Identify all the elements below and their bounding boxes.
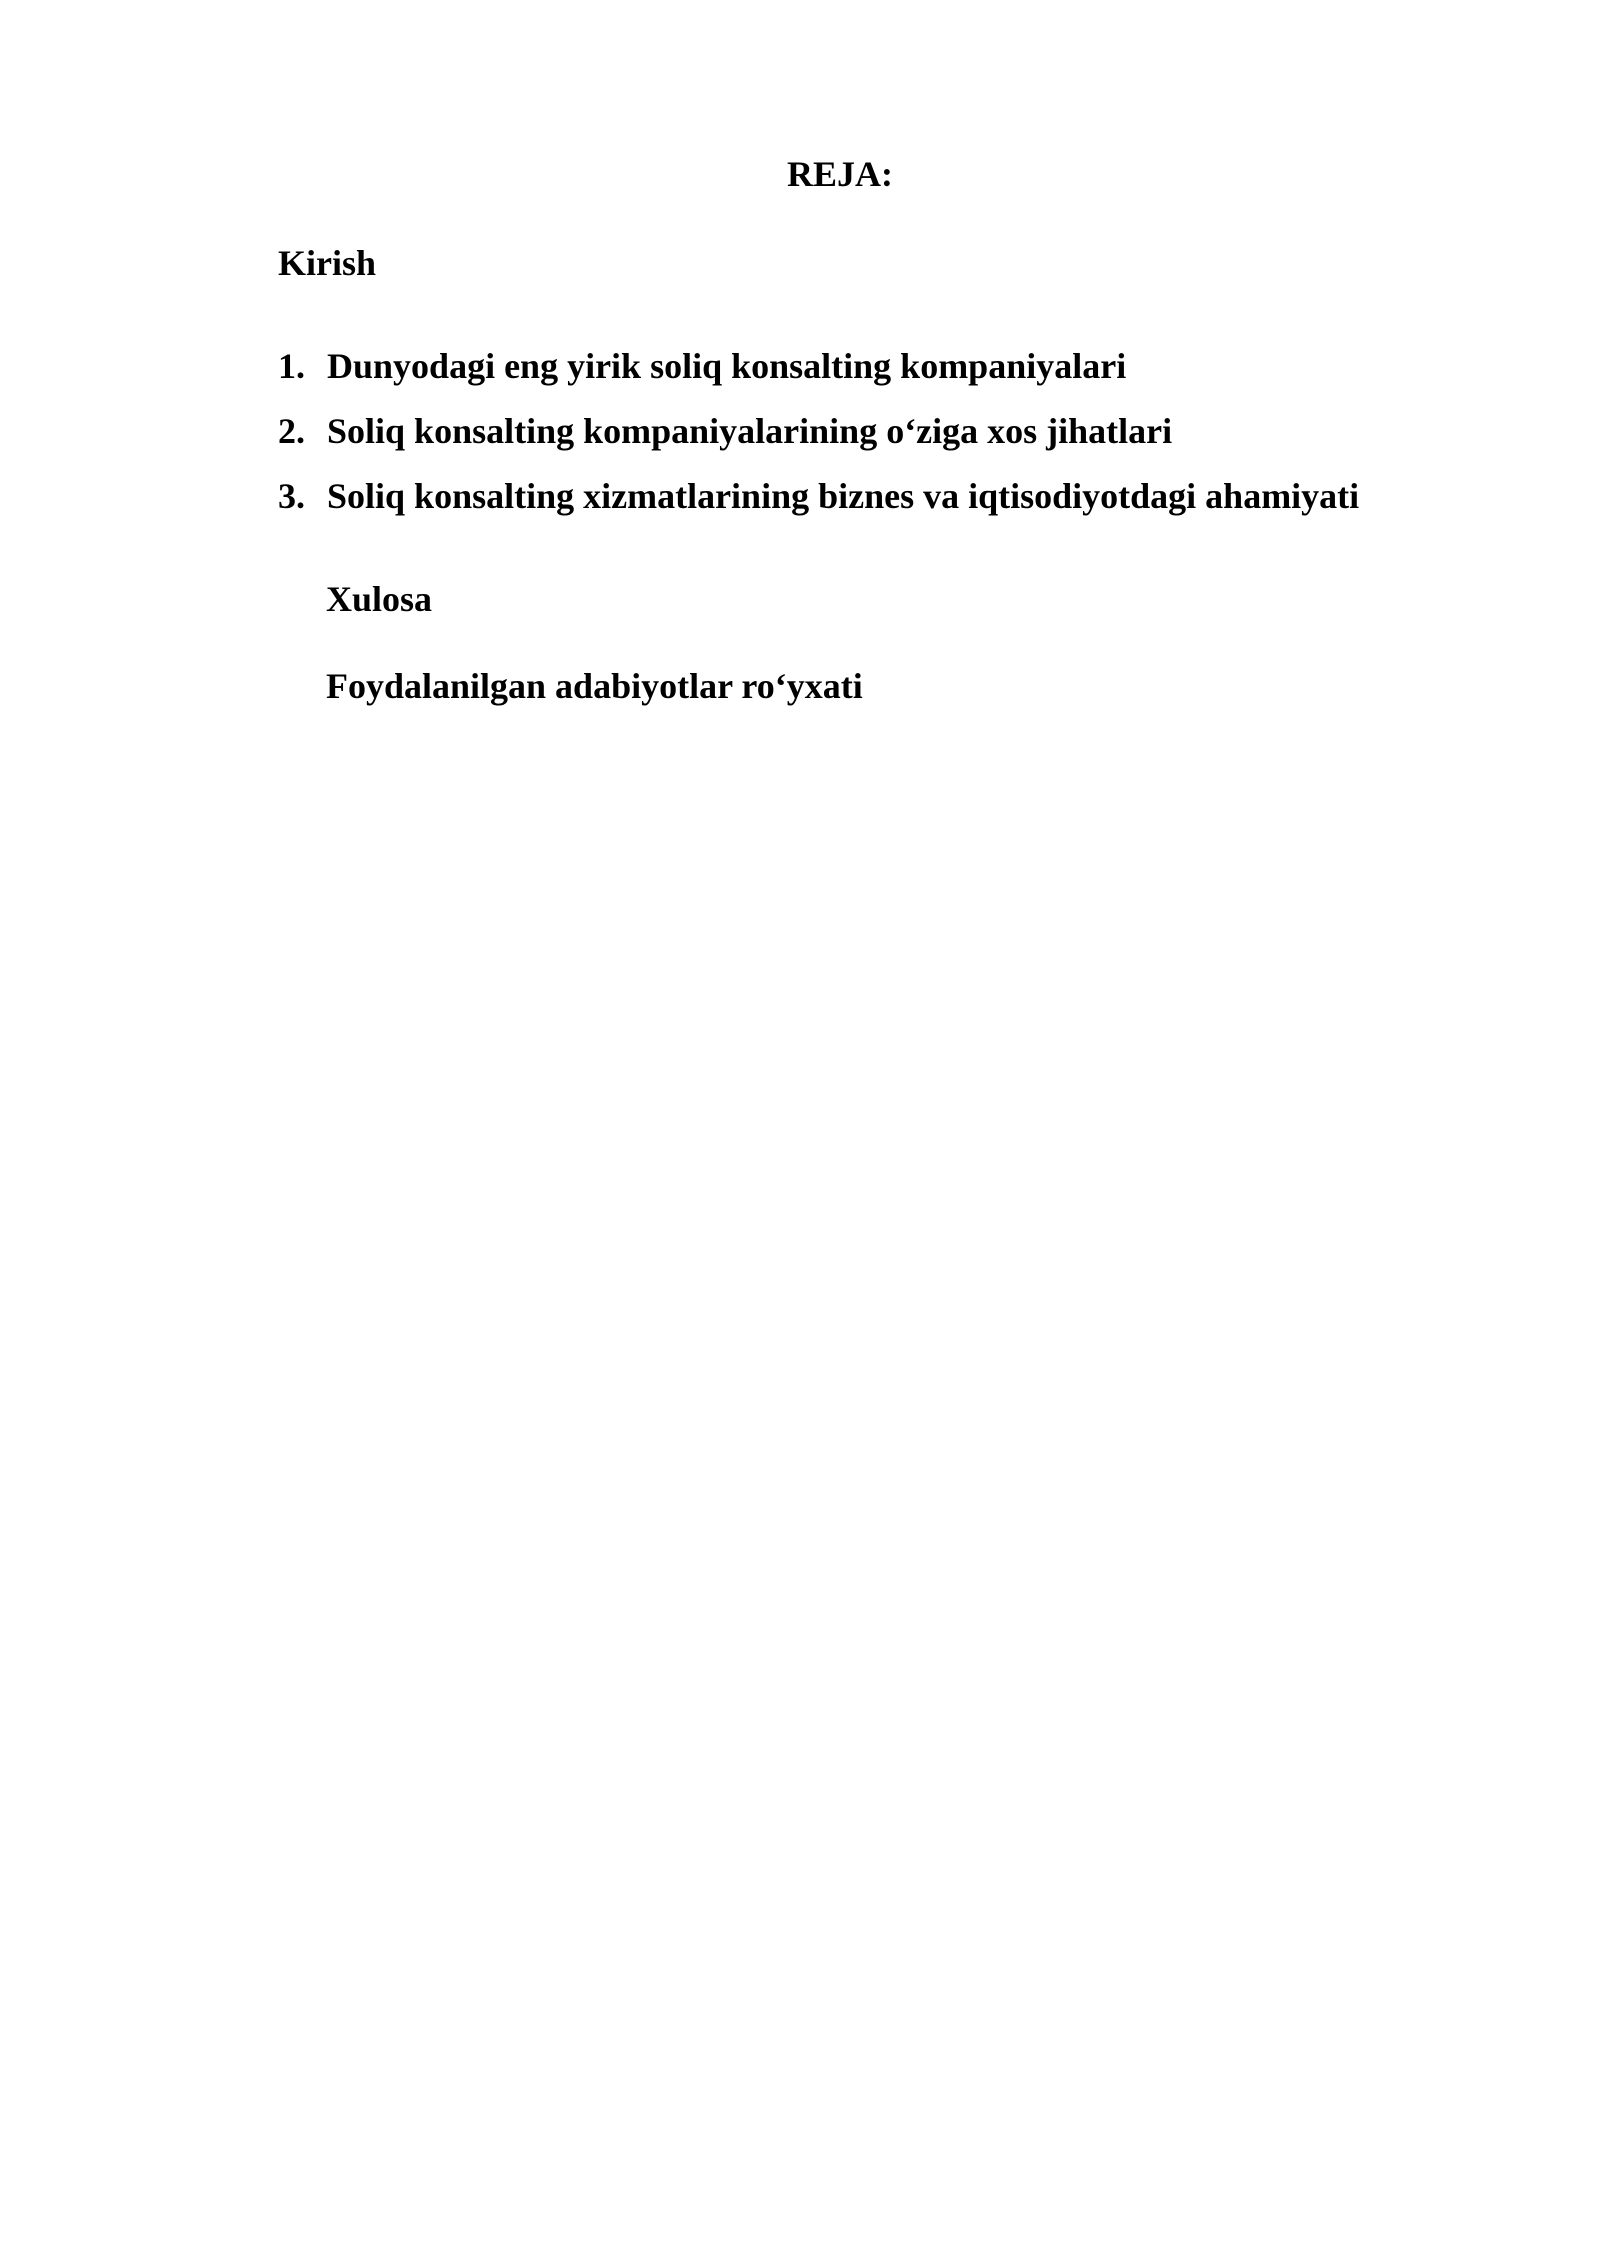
page-title: REJA: <box>787 154 893 194</box>
toc-conclusion: Xulosa <box>326 579 433 619</box>
toc-item <box>278 474 1359 518</box>
toc-item-number: 2. <box>278 411 305 451</box>
toc-item <box>278 344 1126 388</box>
toc-item-number: 3. <box>278 476 305 516</box>
toc-item-number: 1. <box>278 346 305 386</box>
toc-item-text: Soliq konsalting kompaniyalarining o‘ziga xos jihatlari <box>327 411 1173 451</box>
toc-intro: Kirish <box>278 243 377 283</box>
toc-item-text: Soliq konsalting xizmatlarining biznes va iqtisodiyotdagi ahamiyati <box>327 476 1360 516</box>
toc-references: Foydalanilgan adabiyotlar ro‘yxati <box>326 666 863 706</box>
toc-item-text: Dunyodagi eng yirik soliq konsalting kompaniyalari <box>327 346 1127 386</box>
toc-item <box>278 409 1172 453</box>
